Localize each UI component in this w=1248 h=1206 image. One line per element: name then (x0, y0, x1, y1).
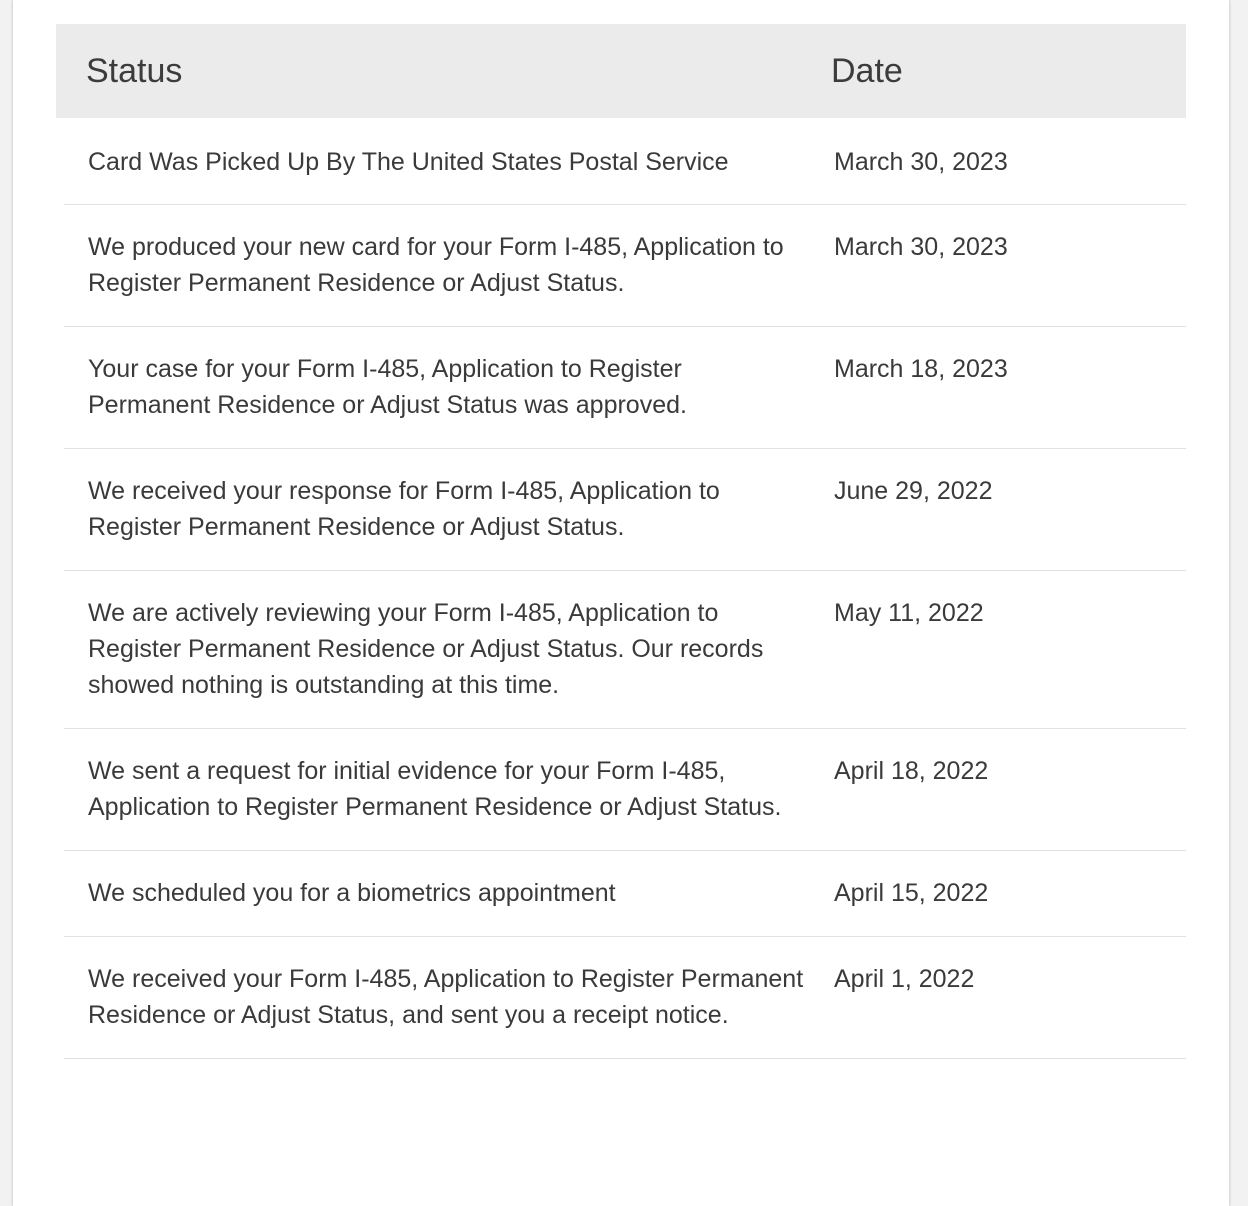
status-cell: We received your Form I-485, Application to Register Permanent Residence or Adjust Status, and sent you a receipt notice. (88, 965, 804, 1029)
date-cell: March 18, 2023 (834, 355, 1008, 383)
table-header (56, 24, 1186, 118)
date-cell: April 1, 2022 (834, 965, 975, 993)
status-cell: We produced your new card for your Form I-485, Application to Register Permanent Residence or Adjust Status. (88, 233, 784, 297)
case-history-card (13, 0, 1229, 1206)
column-header-status: Status (86, 52, 183, 90)
table-row (64, 449, 1186, 571)
status-cell: Card Was Picked Up By The United States Postal Service (88, 148, 729, 176)
status-cell: We received your response for Form I-485, Application to Register Permanent Residence or Adjust Status. (88, 477, 720, 541)
date-cell: March 30, 2023 (834, 148, 1008, 176)
date-cell: April 15, 2022 (834, 879, 989, 907)
table-row (64, 327, 1186, 449)
status-cell: Your case for your Form I-485, Application to Register Permanent Residence or Adjust Status was approved. (88, 355, 687, 419)
date-cell: April 18, 2022 (834, 757, 989, 785)
table-row (64, 205, 1186, 327)
table-row (64, 937, 1186, 1059)
date-cell: June 29, 2022 (834, 477, 993, 505)
table-row (64, 571, 1186, 729)
table-row (64, 118, 1186, 205)
column-header-date: Date (831, 52, 903, 90)
date-cell: May 11, 2022 (834, 599, 984, 627)
table-row (64, 729, 1186, 851)
date-cell: March 30, 2023 (834, 233, 1008, 261)
table-row (64, 851, 1186, 937)
status-cell: We sent a request for initial evidence for your Form I-485, Application to Register Permanent Residence or Adjust Status. (88, 757, 782, 821)
status-cell: We scheduled you for a biometrics appointment (88, 879, 616, 907)
table-body (64, 118, 1186, 1059)
status-cell: We are actively reviewing your Form I-485, Application to Register Permanent Residence or Adjust Status. Our records showed nothing is outstanding at this time. (88, 599, 764, 699)
case-history-table (56, 24, 1186, 1059)
